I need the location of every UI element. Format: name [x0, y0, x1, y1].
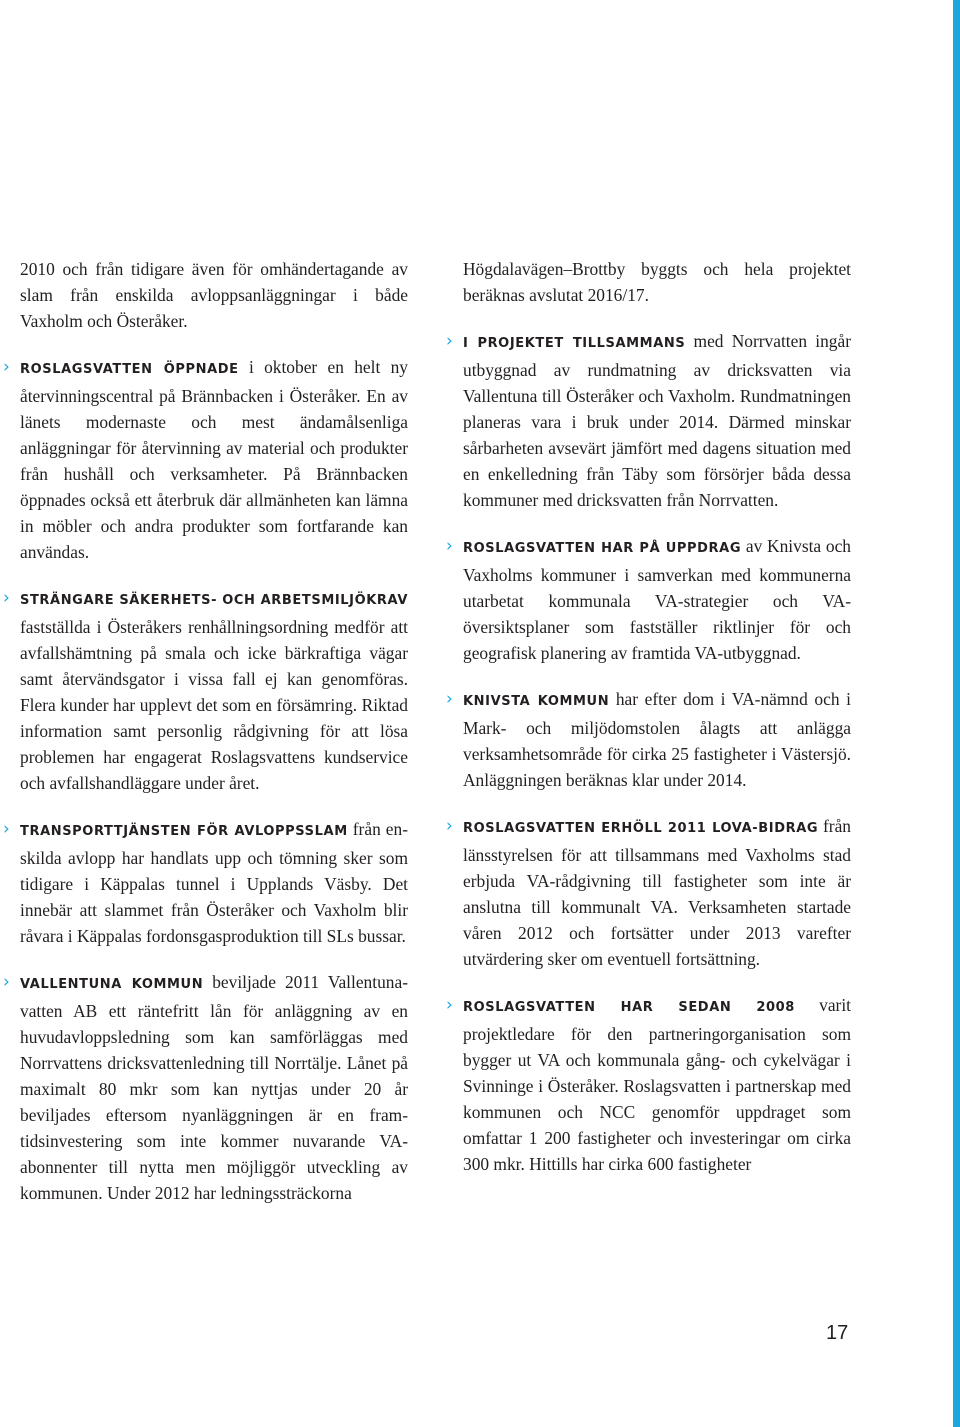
paragraph-text: fastställda i Österåkers renhållningsordning medför att avfallshämtning på smala och icke bärkraftiga vägar samt återvändsgator i vissa fall ej kan genomföras. Flera kunder har upplevt det som en försämring. Riktad information samt personlig rådgivning för att lösa problemen har engagerat Roslagsvattens kundservice och avfallshandläggare under året. [20, 617, 408, 793]
paragraph-lead: ROSLAGSVATTEN HAR PÅ UPPDRAG [463, 541, 742, 556]
left-column [3, 256, 409, 1226]
page-number: 17 [826, 1322, 849, 1344]
paragraph-text: beviljade 2011 Vallentunavatten AB ett räntefritt lån för anläggning av en huvudavloppsledning som kan samförläggas med Norrvattens dricksvattenledning till Norrtälje. Lånet på maximalt 80 mkr som kan nyttjas under 20 år beviljades eftersom nyanläggningen är en framtidsinvestering som inte kommer nuvarande VA-abonnenter till nytta men möjliggör utveckling av kommunen. Under 2012 har ledningssträckorna [20, 972, 408, 1203]
paragraph-lead: I PROJEKTET TILLSAMMANS [463, 336, 686, 351]
paragraph-i-projektet [446, 328, 851, 513]
paragraph-lead: VALLENTUNA KOMMUN [20, 977, 204, 992]
paragraph-text: i oktober en helt ny återvinningscentral på Brännbacken i Österåker. En av länets modernaste och mest ändamålsenliga anläggningar för återvinning av material och produkter från hushåll och verksamheter. På Brännbacken öppnades också ett återbruk där allmänheten kan lämna in möbler och andra produkter som fortfarande kan användas. [20, 357, 409, 562]
bullet-chevron-icon: › [446, 536, 453, 556]
paragraph-text: från enskilda avlopp har handlats upp och tömning sker som tidigare i Käppalas tunnel i Upplands Väsby. Det innebär att slammet från Österåker och Vaxholm blir råvara i Käppalas fordonsgasproduktion till SLs bussar. [20, 819, 408, 946]
paragraph-sedan-2008 [446, 992, 851, 1177]
bullet-chevron-icon: › [3, 357, 10, 377]
paragraph-roslagsvatten-oppnade [3, 354, 409, 565]
edge-accent-bar [953, 0, 960, 1427]
bullet-chevron-icon: › [3, 588, 10, 608]
paragraph-lova-bidrag [446, 813, 851, 972]
bullet-chevron-icon: › [446, 995, 453, 1015]
bullet-chevron-icon: › [3, 819, 10, 839]
paragraph-lead: ROSLAGSVATTEN HAR SEDAN 2008 [463, 1000, 795, 1015]
paragraph-text: från länsstyrelsen för att tillsammans med Vaxholms stad erbjuda VA-rådgivning till fastigheter som inte är anslutna till kommunalt VA. Verksamheten startade våren 2012 och fortsätter under 2013 varefter utvärdering sker om eventuell fortsättning. [463, 816, 851, 969]
bullet-chevron-icon: › [446, 816, 453, 836]
paragraph-pa-uppdrag [446, 533, 852, 666]
paragraph-vallentuna-kommun [3, 969, 408, 1206]
paragraph-lead: TRANSPORTTJÄNSTEN FÖR AVLOPPSSLAM [20, 824, 348, 839]
bullet-chevron-icon: › [3, 972, 10, 992]
paragraph-text: av Knivsta och Vaxholms kommuner i samverkan med kommunerna utarbetat kommunala VA-strategier och VA-översiktsplaner som fastställer riktlinjer för och geografisk planering av framtida VA-utbyggnad. [463, 536, 852, 663]
paragraph-text: med Norrvatten ingår utbyggnad av rundmatning av dricksvatten via Vallentuna till Österåker och Vaxholm. Rundmatningen planeras vara i bruk under 2014. Därmed minskar sårbarheten avsevärt jämfört med dagens situation med en enkelledning från Täby som försörjer båda dessa kommuner med dricksvatten från Norrvatten. [463, 331, 851, 510]
paragraph-lead: ROSLAGSVATTEN ERHÖLL 2011 LOVA-BIDRAG [463, 821, 819, 836]
right-intro-paragraph: Högdalavägen–Brottby byggts och hela projektet beräknas avslutat 2016/17. [463, 259, 851, 305]
paragraph-lead: KNIVSTA KOMMUN [463, 694, 610, 709]
paragraph-text: varit projektledare för den partneringorganisation som bygger ut VA och kommunala gång- och cykelvägar i Svinninge i Österåker. Roslagsvatten i partnerskap med kommunen och NCC genomför uppdraget som omfattar 1 200 fastigheter och investeringar om cirka 300 mkr. Hittills har cirka 600 fastigheter [463, 995, 851, 1174]
bullet-chevron-icon: › [446, 689, 453, 709]
bullet-chevron-icon: › [446, 331, 453, 351]
paragraph-transporttjansten [3, 816, 408, 949]
left-intro-paragraph: 2010 och från tidigare även för omhändertagande av slam från enskilda avloppsanläggningar i både Vaxholm och Österåker. [20, 259, 408, 331]
paragraph-lead: ROSLAGSVATTEN ÖPPNADE [20, 362, 239, 377]
paragraph-strangare-krav [3, 585, 408, 796]
right-column [446, 256, 852, 1197]
paragraph-lead: STRÄNGARE SÄKERHETS- OCH ARBETSMILJÖKRAV [20, 593, 408, 608]
paragraph-knivsta-kommun [446, 686, 851, 793]
paragraph-text: har efter dom i VA-nämnd och i Mark- och miljödomstolen ålagts att anlägga verksamhetsområde för cirka 25 fastigheter i Västersjö. Anläggningen beräknas klar under 2014. [463, 689, 851, 790]
